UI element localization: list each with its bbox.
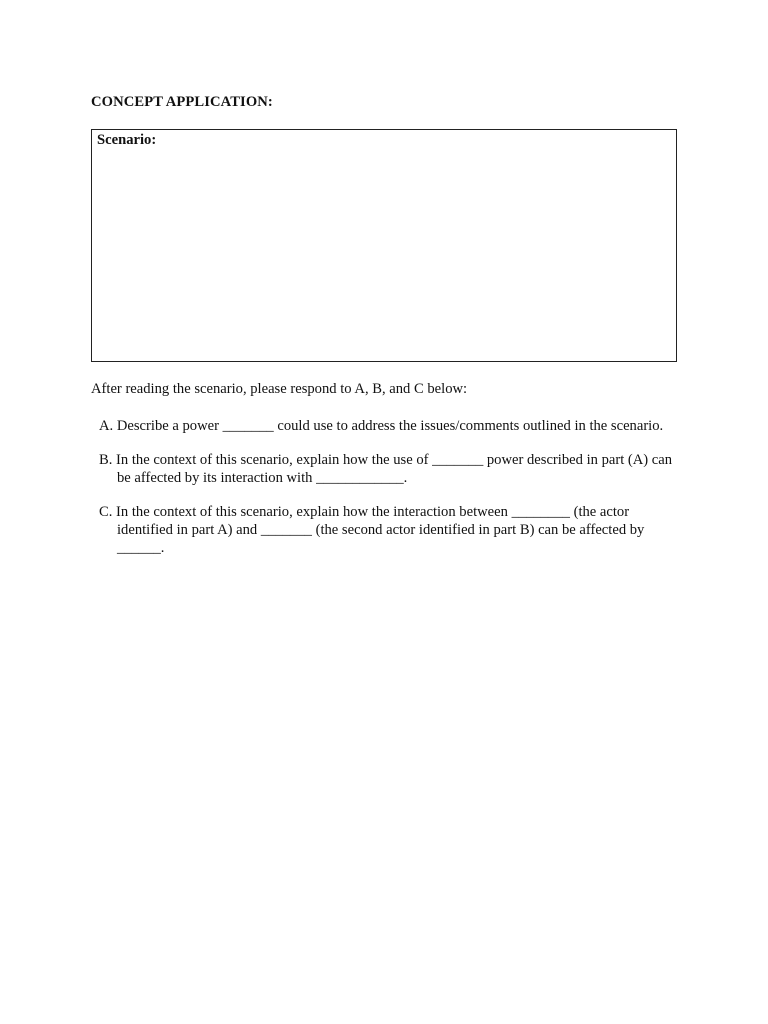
- question-marker: B.: [99, 452, 113, 468]
- question-c: [99, 503, 679, 557]
- question-text: Describe a power _______ could use to address the issues/comments outlined in the scenario.: [116, 418, 664, 434]
- page-heading: CONCEPT APPLICATION:: [91, 94, 273, 110]
- question-marker: C.: [99, 504, 113, 520]
- question-text: In the context of this scenario, explain how the use of _______ power described in part (A) can be affected by its interaction with ____________.: [116, 452, 673, 486]
- instructions-text: After reading the scenario, please respond to A, B, and C below:: [91, 381, 468, 397]
- question-text: In the context of this scenario, explain how the interaction between ________ (the actor identified in part A) and _______ (the second actor identified in part B) can be affected by ______.: [116, 504, 645, 556]
- scenario-box: [91, 129, 677, 362]
- question-b: [99, 451, 679, 487]
- scenario-label: Scenario:: [97, 132, 157, 148]
- question-marker: A.: [99, 418, 114, 434]
- question-list: [99, 417, 679, 573]
- question-a: [99, 417, 679, 435]
